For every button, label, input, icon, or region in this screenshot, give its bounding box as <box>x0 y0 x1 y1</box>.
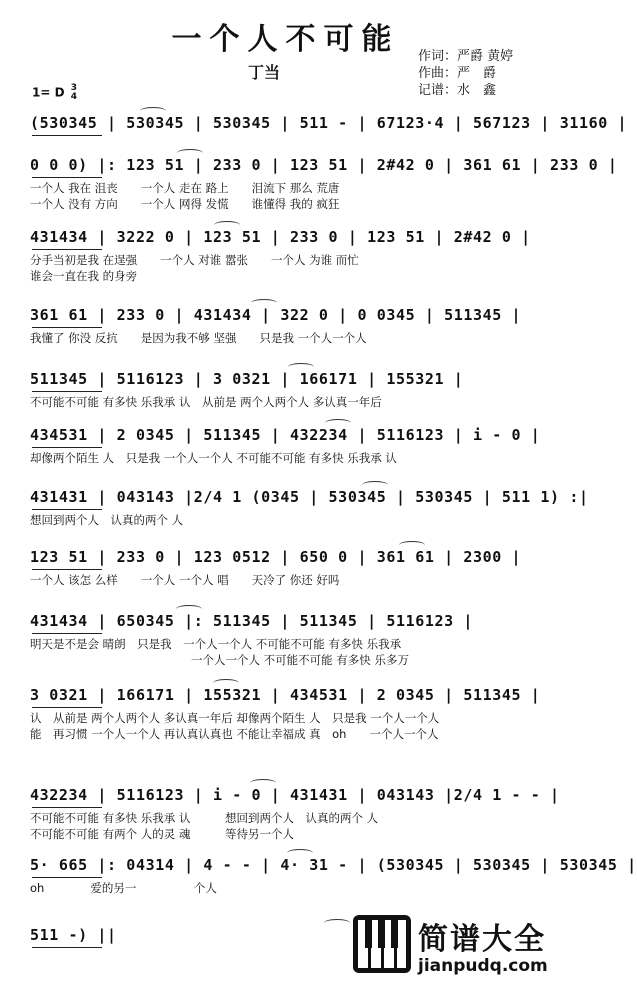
credits-block <box>418 48 513 99</box>
slur-mark <box>140 107 166 115</box>
brand-url: jianpudq.com <box>418 956 548 976</box>
notation-line: 434531 | 2 0345 | 511345 | 432234 | 5116123 | i - 0 | <box>30 426 541 444</box>
lyric-line: 能 再习惯 一个人一个人 再认真认真也 不能让幸福成 真 oh 一个人一个人 <box>30 727 439 741</box>
singer-name: 丁当 <box>248 63 281 82</box>
site-logo <box>352 914 562 982</box>
key-label: 1= D <box>32 85 65 100</box>
time-signature-bottom: 4 <box>70 92 77 102</box>
slur-mark <box>288 363 314 371</box>
notation-line: 431434 | 650345 |: 511345 | 511345 | 5116123 | <box>30 612 474 630</box>
lyric-line: 想回到两个人 认真的两个 人 <box>30 513 184 527</box>
beam-underline <box>32 569 102 570</box>
slur-mark <box>250 779 276 787</box>
lyric-line: 一个人一个人 不可能不可能 有多快 乐多万 <box>30 653 409 667</box>
notation-line: 431431 | 043143 |2/4 1 (0345 | 530345 | 530345 | 511 1) :| <box>30 488 589 506</box>
lyric-line: 一个人 该怎 么样 一个人 一个人 唱 天冷了 你还 好吗 <box>30 573 340 587</box>
lyric-line: 不可能不可能 有两个 人的灵 魂 等待另一个人 <box>30 827 294 841</box>
slur-mark <box>177 149 203 157</box>
lyric-line: 谁会一直在我 的身旁 <box>30 269 138 283</box>
slur-mark <box>325 419 351 427</box>
slur-mark <box>251 299 277 307</box>
lyricist-credit: 作词：严爵 黄婷 <box>418 49 514 64</box>
composer-credit: 作曲：严 爵 <box>418 66 497 81</box>
beam-underline <box>32 249 102 250</box>
beam-underline <box>32 707 102 708</box>
notation-line: 5· 665 |: 04314 | 4 - - | 4· 31 - | (530345 | 530345 | 530345 | <box>30 856 637 874</box>
lyric-line: oh 爱的另一 个人 <box>30 881 217 895</box>
slur-mark <box>399 541 425 549</box>
lyric-line: 一个人 没有 方向 一个人 网得 发慌 谁懂得 我的 疯狂 <box>30 197 340 211</box>
lyric-line: 分手当初是我 在逞强 一个人 对谁 嚣张 一个人 为谁 而忙 <box>30 253 359 267</box>
lyric-line: 却像两个陌生 人 只是我 一个人一个人 不可能不可能 有多快 乐我承 认 <box>30 451 397 465</box>
song-title: 一个人不可能 <box>171 22 400 57</box>
beam-underline <box>32 447 102 448</box>
beam-underline <box>32 633 102 634</box>
notation-line: 123 51 | 233 0 | 123 0512 | 650 0 | 361 61 | 2300 | <box>30 548 522 566</box>
slur-mark <box>176 605 202 613</box>
notation-line: 511345 | 5116123 | 3 0321 | 166171 | 155321 | <box>30 370 464 388</box>
slur-mark <box>214 221 240 229</box>
lyric-line: 认 从前是 两个人两个人 多认真一年后 却像两个陌生 人 只是我 一个人一个人 <box>30 711 440 725</box>
notation-line: 432234 | 5116123 | i - 0 | 431431 | 043143 |2/4 1 - - | <box>30 786 560 804</box>
notation-line: 0 0 0) |: 123 51 | 233 0 | 123 51 | 2#42 0 | 361 61 | 233 0 | <box>30 156 618 174</box>
lyric-line: 一个人 我在 沮丧 一个人 走在 路上 泪流下 那么 荒唐 <box>30 181 340 195</box>
lyric-line: 明天是不是会 晴朗 只是我 一个人一个人 不可能不可能 有多快 乐我承 <box>30 637 402 651</box>
slur-mark <box>362 481 388 489</box>
beam-underline <box>32 807 102 808</box>
slur-mark <box>213 679 239 687</box>
lyric-line: 我懂了 你没 反抗 是因为我不够 坚强 只是我 一个人一个人 <box>30 331 367 345</box>
beam-underline <box>32 509 102 510</box>
notation-line: 361 61 | 233 0 | 431434 | 322 0 | 0 0345 | 511345 | <box>30 306 522 324</box>
time-signature-top: 3 <box>70 83 77 93</box>
time-signature <box>71 84 77 102</box>
beam-underline <box>32 947 102 948</box>
beam-underline <box>32 391 102 392</box>
beam-underline <box>32 177 102 178</box>
slur-mark <box>287 849 313 857</box>
notation-line: (530345 | 530345 | 530345 | 511 - | 67123·4 | 567123 | 31160 | <box>30 114 628 132</box>
beam-underline <box>32 327 102 328</box>
slur-mark <box>324 919 350 927</box>
notation-line: 431434 | 3222 0 | 123 51 | 233 0 | 123 51 | 2#42 0 | <box>30 228 531 246</box>
lyric-line: 不可能不可能 有多快 乐我承 认 从前是 两个人两个人 多认真一年后 <box>30 395 382 409</box>
lyric-line: 不可能不可能 有多快 乐我承 认 想回到两个人 认真的两个 人 <box>30 811 379 825</box>
beam-underline <box>32 135 102 136</box>
brand-name: 简谱大全 <box>418 922 546 957</box>
notation-line: 3 0321 | 166171 | 155321 | 434531 | 2 0345 | 511345 | <box>30 686 541 704</box>
piano-icon <box>352 914 412 974</box>
beam-underline <box>32 877 102 878</box>
transcriber-credit: 记谱：水 鑫 <box>418 83 497 98</box>
notation-line: 511 -) || <box>30 926 117 944</box>
key-signature <box>32 84 77 102</box>
